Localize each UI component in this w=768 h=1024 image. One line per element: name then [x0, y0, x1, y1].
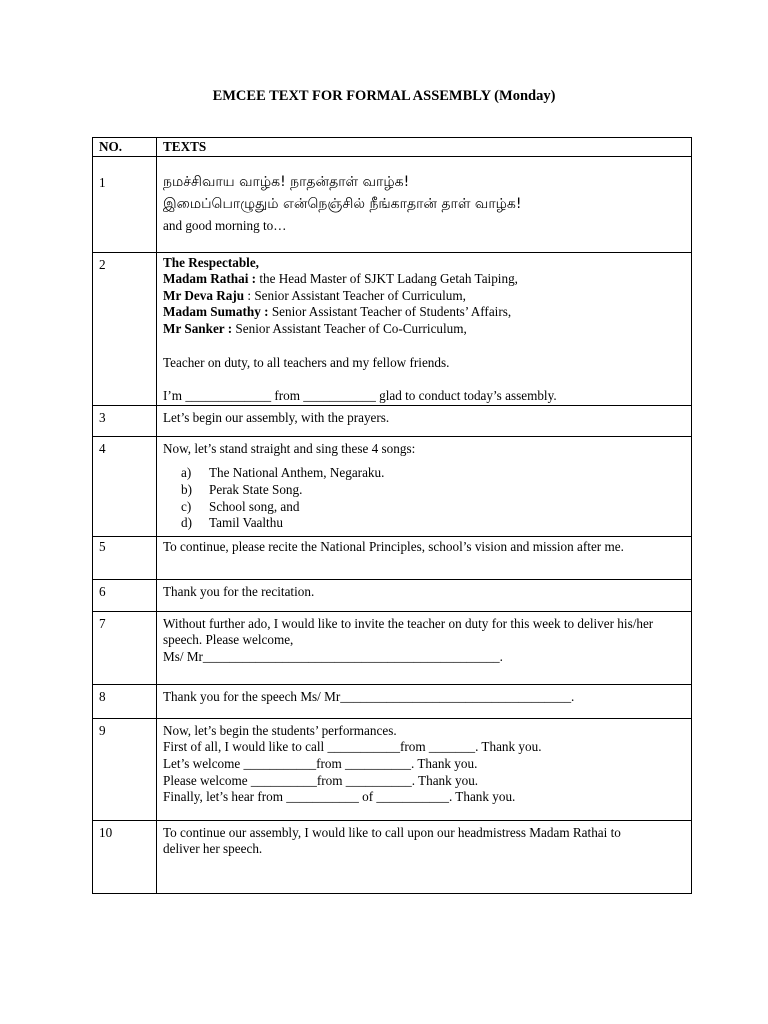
row-text: To continue our assembly, I would like to call upon our headmistress Madam Rathai to deliver her speech. — [157, 820, 692, 893]
row-number: 3 — [93, 405, 157, 436]
row-number: 5 — [93, 536, 157, 579]
performance-line: Please welcome __________from __________. Thank you. — [163, 772, 479, 788]
blank-line: Ms/ Mr_____________________________________________. — [163, 648, 503, 664]
dignitary-line: Mr Sanker : Senior Assistant Teacher of Co-Curriculum, — [163, 320, 467, 336]
header-texts: TEXTS — [157, 138, 692, 157]
row-text — [157, 611, 692, 684]
songs-list — [181, 465, 691, 531]
row-number: 7 — [93, 611, 157, 684]
header-no: NO. — [93, 138, 157, 157]
table-row — [93, 684, 692, 718]
row-text — [157, 718, 692, 820]
row-number: 9 — [93, 718, 157, 820]
invite-line: Without further ado, I would like to invite the teacher on duty for this week to deliver his/her speech. Please welcome, — [163, 615, 654, 648]
table-row — [93, 252, 692, 405]
list-item: a) The National Anthem, Negaraku. — [181, 465, 385, 481]
row-number: 2 — [93, 252, 157, 405]
tamil-line: நமச்சிவாய வாழ்க! நாதன்தாள் வாழ்க! — [163, 173, 410, 190]
dignitary-line: Madam Sumathy : Senior Assistant Teacher of Students’ Affairs, — [163, 304, 512, 320]
introduction-line: I’m _____________ from ___________ glad to conduct today’s assembly. — [163, 388, 557, 404]
list-item: c) School song, and — [181, 498, 300, 514]
row-text: To continue, please recite the National Principles, school’s vision and mission after me. — [157, 536, 692, 579]
row-number: 1 — [93, 156, 157, 252]
row-text — [157, 252, 692, 405]
tamil-line: இமைப்பொழுதும் என்நெஞ்சில் நீங்காதான் தாள் வாழ்க! — [163, 195, 522, 212]
greeting-line: and good morning to… — [163, 217, 287, 233]
songs-intro: Now, let’s stand straight and sing these 4 songs: — [163, 440, 416, 456]
table-row — [93, 405, 692, 436]
table-row — [93, 536, 692, 579]
row-number: 4 — [93, 436, 157, 536]
row-text: Thank you for the recitation. — [157, 579, 692, 611]
table-row — [93, 718, 692, 820]
document-title: EMCEE TEXT FOR FORMAL ASSEMBLY (Monday) — [212, 88, 556, 104]
table-row — [93, 820, 692, 893]
dignitary-line: Madam Rathai : the Head Master of SJKT Ladang Getah Taiping, — [163, 271, 518, 287]
table-row — [93, 611, 692, 684]
list-item: b) Perak State Song. — [181, 481, 303, 497]
performance-line: Let’s welcome ___________from __________. Thank you. — [163, 755, 478, 771]
table-row — [93, 156, 692, 252]
row-number: 6 — [93, 579, 157, 611]
performance-line: Finally, let’s hear from ___________ of ___________. Thank you. — [163, 789, 516, 805]
emcee-table — [92, 137, 692, 894]
performance-line: Now, let’s begin the students’ performances. — [163, 722, 397, 738]
row-number: 10 — [93, 820, 157, 893]
teachers-line: Teacher on duty, to all teachers and my fellow friends. — [163, 354, 450, 370]
row-text — [157, 436, 692, 536]
table-row — [93, 579, 692, 611]
row-text — [157, 156, 692, 252]
table-row — [93, 436, 692, 536]
performance-line: First of all, I would like to call ___________from _______. Thank you. — [163, 739, 542, 755]
respectable-heading: The Respectable, — [163, 254, 259, 270]
row-number: 8 — [93, 684, 157, 718]
list-item: d) Tamil Vaalthu — [181, 515, 283, 531]
table-header-row — [93, 138, 692, 157]
row-text: Thank you for the speech Ms/ Mr___________________________________. — [157, 684, 692, 718]
dignitary-line: Mr Deva Raju : Senior Assistant Teacher of Curriculum, — [163, 287, 466, 303]
row-text: Let’s begin our assembly, with the prayers. — [157, 405, 692, 436]
